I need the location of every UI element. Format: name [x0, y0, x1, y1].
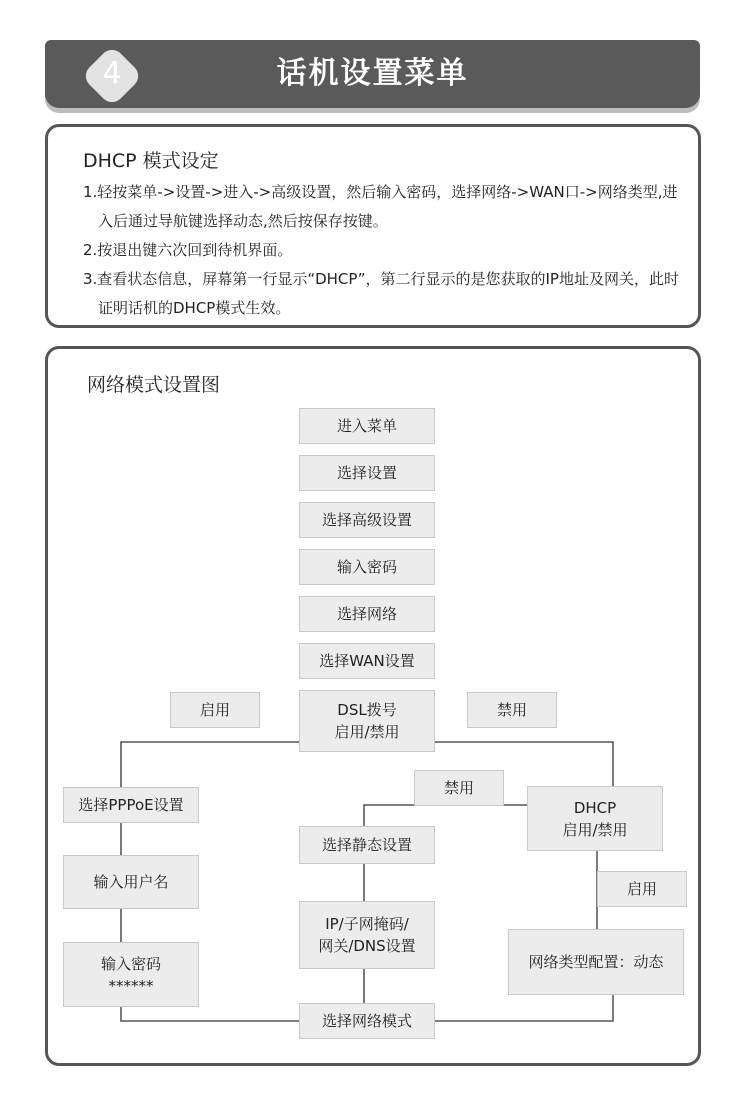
connector-dhcp-to-static: [364, 805, 527, 826]
node-input-username: 输入用户名: [63, 855, 199, 909]
label-enable-left: 启用: [170, 692, 260, 728]
node-input-password-masked: 输入密码 ******: [63, 942, 199, 1007]
node-select-network-mode: 选择网络模式: [299, 1003, 435, 1039]
page-title: 话机设置菜单: [276, 56, 469, 91]
dhcp-step: 3.查看状态信息，屏幕第一行显示“DHCP”，第二行显示的是您获取的IP地址及网关，此时证明话机的DHCP模式生效。: [83, 270, 679, 317]
node-dsl-dial: DSL拨号 启用/禁用: [299, 690, 435, 752]
connector-dynamic-to-mode: [434, 993, 613, 1021]
node-ip-mask-gateway: IP/子网掩码/ 网关/DNS设置: [299, 901, 435, 969]
section-number: 4: [102, 56, 122, 91]
dhcp-section-title: DHCP 模式设定: [83, 150, 219, 172]
node-dhcp-toggle: DHCP 启用/禁用: [527, 786, 663, 851]
node-select-settings: 选择设置: [299, 455, 435, 491]
diagram-title: 网络模式设置图: [87, 374, 221, 396]
label-disable-mid: 禁用: [414, 770, 504, 806]
label-disable-right: 禁用: [467, 692, 557, 728]
node-select-wan: 选择WAN设置: [299, 643, 435, 679]
node-network-type-dynamic: 网络类型配置：动态: [508, 929, 684, 995]
node-enter-password: 输入密码: [299, 549, 435, 585]
connector-dsl-to-pppoe: [121, 742, 299, 787]
node-select-pppoe: 选择PPPoE设置: [63, 787, 199, 823]
node-enter-menu: 进入菜单: [299, 408, 435, 444]
node-select-static: 选择静态设置: [299, 826, 435, 864]
dhcp-step: 2.按退出键六次回到待机界面。: [83, 241, 293, 259]
node-select-advanced: 选择高级设置: [299, 502, 435, 538]
node-select-network: 选择网络: [299, 596, 435, 632]
dhcp-step: 1.轻按菜单->设置->进入->高级设置，然后输入密码，选择网络->WAN口->网络类型,进入后通过导航键选择动态,然后按保存按键。: [83, 183, 678, 230]
label-enable-dhcp: 启用: [597, 871, 687, 907]
connector-password-to-mode: [121, 1006, 299, 1021]
